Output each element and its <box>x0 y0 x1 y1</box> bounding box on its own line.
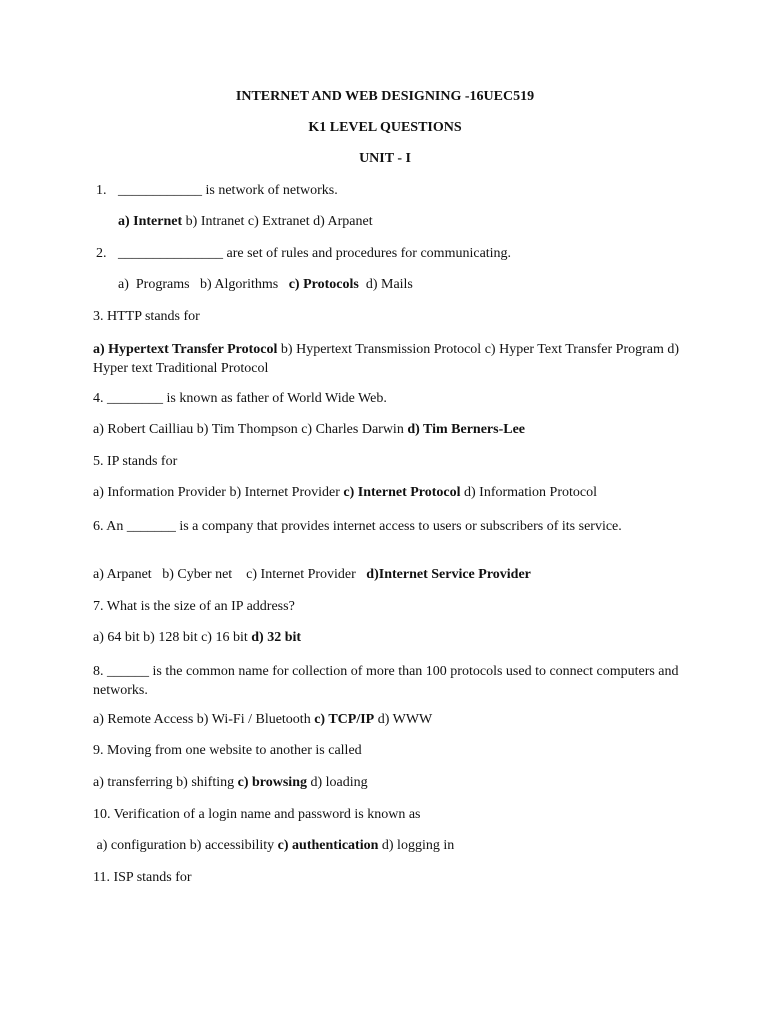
question-3-answer: a) Hypertext Transfer Protocol <box>93 342 278 357</box>
question-4-options <box>93 422 525 438</box>
question-1-answer: a) Internet <box>118 214 183 229</box>
question-9-text: 9. Moving from one website to another is called <box>93 743 362 758</box>
question-9-options-post: d) loading <box>306 775 368 790</box>
question-4-options-pre: a) Robert Cailliau b) Tim Thompson c) Charles Darwin <box>93 422 408 437</box>
question-5-options <box>93 485 597 501</box>
question-5-answer: c) Internet Protocol <box>343 485 461 500</box>
question-7-options-pre: a) 64 bit b) 128 bit c) 16 bit <box>93 630 252 645</box>
question-2-text: _______________ are set of rules and procedures for communicating. <box>118 246 512 261</box>
question-2-options <box>118 277 413 293</box>
question-9-answer: c) browsing <box>237 775 307 790</box>
question-4-answer: d) Tim Berners-Lee <box>407 422 526 437</box>
question-1-other-options: b) Intranet c) Extranet d) Arpanet <box>182 214 373 229</box>
question-5-text: 5. IP stands for <box>93 454 178 469</box>
question-7-answer: d) 32 bit <box>251 630 302 645</box>
question-7-options <box>93 630 301 646</box>
level-heading: K1 LEVEL QUESTIONS <box>308 120 462 135</box>
question-10-options-post: d) logging in <box>378 838 455 853</box>
question-6-options-pre: a) Arpanet b) Cyber net c) Internet Provider <box>93 567 367 582</box>
question-5-options-post: d) Information Protocol <box>460 485 597 500</box>
question-8-options-pre: a) Remote Access b) Wi-Fi / Bluetooth <box>93 712 315 727</box>
question-2-options-pre: a) Programs b) Algorithms <box>118 277 289 292</box>
question-8-options-post: d) WWW <box>374 712 433 727</box>
question-1-number: 1. <box>96 183 107 198</box>
question-10-answer: c) authentication <box>277 838 379 853</box>
question-6-text: 6. An _______ is a company that provides internet access to users or subscribers of its service. <box>93 519 622 534</box>
question-4-text: 4. ________ is known as father of World Wide Web. <box>93 391 387 406</box>
question-7-text: 7. What is the size of an IP address? <box>93 599 295 614</box>
question-2-options-post: d) Mails <box>358 277 413 292</box>
question-9-options-pre: a) transferring b) shifting <box>93 775 238 790</box>
question-8-options <box>93 712 432 728</box>
unit-heading: UNIT - I <box>359 151 411 166</box>
question-2-answer: c) Protocols <box>288 277 359 292</box>
question-2-number: 2. <box>96 246 107 261</box>
question-11-text: 11. ISP stands for <box>93 870 192 885</box>
question-8-text: 8. ______ is the common name for collection of more than 100 protocols used to connect computers and networks. <box>93 664 679 698</box>
question-3-options <box>93 340 683 378</box>
question-8-answer: c) TCP/IP <box>314 712 375 727</box>
document-title: INTERNET AND WEB DESIGNING -16UEC519 <box>235 89 535 104</box>
question-9-options <box>93 775 368 791</box>
question-3-text: 3. HTTP stands for <box>93 309 200 324</box>
question-10-options <box>93 838 454 854</box>
question-10-options-pre: a) configuration b) accessibility <box>93 838 278 853</box>
question-3-options-post: b) Hypertext Transmission Protocol c) Hyper Text Transfer Program d) Hyper text Traditional Protocol <box>93 342 680 376</box>
question-6-options <box>93 567 531 583</box>
question-1-text: ____________ is network of networks. <box>118 183 338 198</box>
question-10-text: 10. Verification of a login name and password is known as <box>93 807 421 822</box>
question-1-options <box>118 214 373 230</box>
question-6-answer: d)Internet Service Provider <box>366 567 531 582</box>
question-5-options-pre: a) Information Provider b) Internet Provider <box>93 485 344 500</box>
